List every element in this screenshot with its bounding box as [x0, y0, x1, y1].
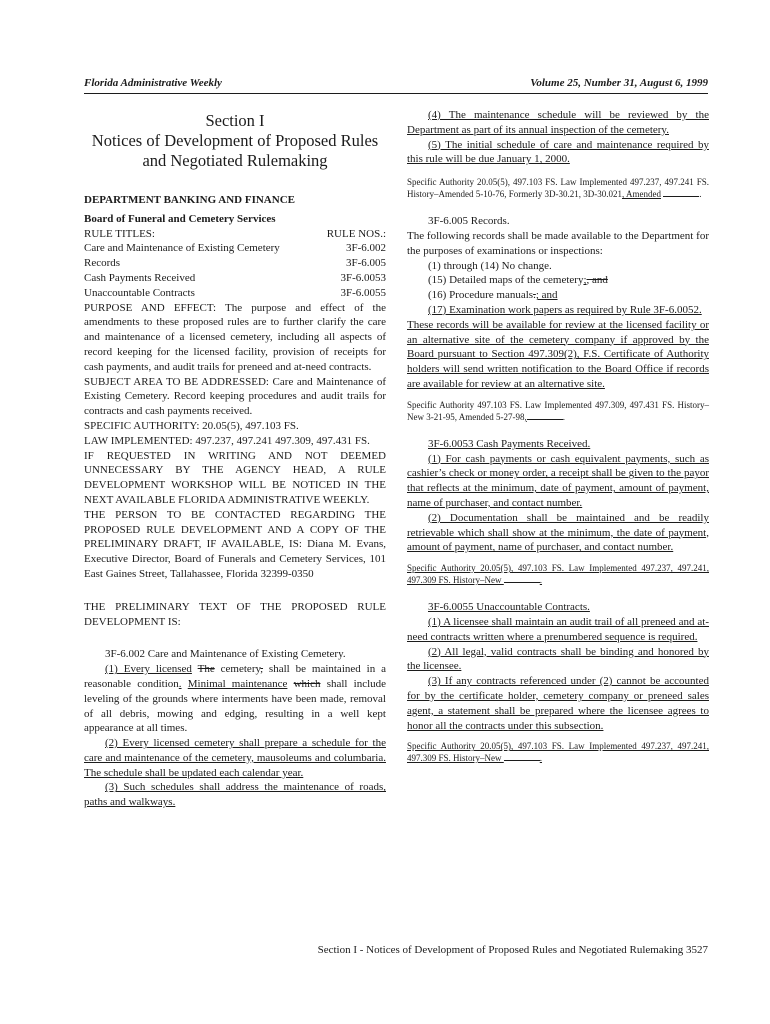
text: (15) Detailed maps of the cemetery — [428, 274, 584, 287]
rule-002-paragraph-3: (3) Such schedules shall address the maintenance of roads, paths and walkways. — [84, 781, 386, 809]
rule-title: Care and Maintenance of Existing Cemetery — [84, 242, 280, 255]
rule-005-intro: The following records shall be made available to the Department for the purposes of examinations or inspections: — [407, 229, 709, 257]
text: shall include leveling of the grounds where interments have been made, removal of all debris, mowing and edging, resulting in a well kept appearance at all times. — [84, 677, 387, 735]
rule-0053-paragraph-2: (2) Documentation shall be maintained and be readily retrievable which shall show at the minimum, the date of payment, amount of payment, name of purchaser, and contact number. — [407, 511, 709, 554]
history-text: Specific Authority 20.05(5), 497.103 FS. Law Implemented 497.237, 497.241 FS. History–Amended 5-10-76, Formerly 3D-30.21, 3D-30.021 — [407, 177, 709, 200]
page-footer: Section I - Notices of Development of Proposed Rules and Negotiated Rulemaking 3527 — [317, 944, 708, 956]
rule-number: 3F-6.0055 — [340, 286, 386, 299]
rule-002-paragraph-2: (2) Every licensed cemetery shall prepare a schedule for the care and maintenance of the cemetery, mausoleums and columbaria. The schedule shall be updated each calendar year. — [84, 737, 386, 779]
rule-002-paragraph-5: (5) The initial schedule of care and maintenance required by this rule will be due January 1, 2000. — [407, 138, 709, 166]
rule-number: 3F-6.0053 — [340, 271, 386, 284]
rule-title: Unaccountable Contracts — [84, 286, 195, 299]
section-title-line-3: and Negotiated Rulemaking — [142, 151, 328, 170]
department-heading: DEPARTMENT BANKING AND FINANCE — [84, 194, 295, 206]
rule-table-header — [84, 227, 386, 242]
deleted-text: . — [533, 289, 536, 302]
section-title-line-2: Notices of Development of Proposed Rules — [91, 131, 379, 150]
history-text: Specific Authority 20.05(5), 497.103 FS. Law Implemented 497.237, 497.241, 497.309 FS. History–New — [407, 563, 709, 586]
issue-info: Volume 25, Number 31, August 6, 1999 — [530, 77, 708, 89]
rule-title: Cash Payments Received — [84, 271, 196, 284]
rule-0053-paragraph-1: (1) For cash payments or cash equivalent payments, such as cashier’s check or money order, a receipt shall be given to the payor that reflects at the minimum, date of payment, amount of payment, name of purchaser, and contact number. — [407, 452, 709, 509]
workshop-paragraph: IF REQUESTED IN WRITING AND NOT DEEMED UNNECESSARY BY THE AGENCY HEAD, A RULE DEVELOPMENT WORKSHOP WILL BE NOTICED IN THE NEXT AVAILABLE FLORIDA ADMINISTRATIVE WEEKLY. — [84, 449, 386, 506]
board-heading: Board of Funeral and Cemetery Services — [84, 212, 276, 225]
section-title — [84, 111, 386, 171]
history-text: Specific Authority 20.05(5), 497.103 FS. Law Implemented 497.237, 497.241, 497.309 FS. History–New — [407, 741, 709, 764]
contact-paragraph: THE PERSON TO BE CONTACTED REGARDING THE PROPOSED RULE DEVELOPMENT AND A COPY OF THE PRELIMINARY DRAFT, IF AVAILABLE, IS: Diana M. Evans, Executive Director, Board of Funerals and Cemetery Services, 101 East Gaines Street, Tallahassee, Florida 32399-0350 — [84, 508, 386, 580]
rule-number: 3F-6.002 — [345, 242, 386, 255]
rule-heading-3f-6-005: 3F-6.005 Records. — [428, 215, 510, 228]
rule-row — [84, 286, 386, 301]
rule-0055-paragraph-2: (2) All legal, valid contracts shall be binding and honored by the licensee. — [407, 645, 709, 673]
rule-heading-3f-6-0053: 3F-6.0053 Cash Payments Received. — [428, 437, 591, 450]
rule-row — [84, 241, 386, 256]
rule-0053-history: Specific Authority 20.05(5), 497.103 FS. Law Implemented 497.237, 497.241, 497.309 FS. History–New . — [407, 563, 709, 586]
rule-titles-label: RULE TITLES: — [84, 227, 155, 240]
history-text: Specific Authority 497.103 FS. Law Implemented 497.309, 497.431 FS. History–New 3-21-95, Amended 5-27-98 — [407, 399, 709, 422]
text: cemetery — [220, 663, 261, 676]
inserted-text: Minimal maintenance — [187, 677, 288, 690]
rule-005-item-17: (17) Examination work papers as required by Rule 3F-6.0052. — [428, 303, 702, 316]
rule-0055-paragraph-1: (1) A licensee shall maintain an audit trail of all preneed and at-need contracts written where a prenumbered sequence is required. — [407, 615, 709, 643]
right-column — [407, 108, 709, 764]
header-rule — [84, 93, 708, 94]
rule-heading-3f-6-0055: 3F-6.0055 Unaccountable Contracts. — [428, 601, 590, 614]
date-blank — [504, 752, 540, 761]
deleted-text: , and — [586, 274, 608, 287]
journal-name: Florida Administrative Weekly — [84, 77, 222, 89]
inserted-text: , Amended — [621, 189, 661, 200]
inserted-text: ; and — [535, 289, 558, 302]
rule-0055-history: Specific Authority 20.05(5), 497.103 FS. Law Implemented 497.237, 497.241, 497.309 FS. History–New . — [407, 741, 709, 764]
inserted-text: ; — [583, 274, 587, 287]
rule-002-paragraph-4: (4) The maintenance schedule will be reviewed by the Department as part of its annual inspection of the cemetery. — [407, 109, 709, 136]
deleted-text: The — [197, 663, 215, 676]
rule-002-history: Specific Authority 20.05(5), 497.103 FS. Law Implemented 497.237, 497.241 FS. History–Amended 5-10-76, Formerly 3D-30.21, 3D-30.021, Amended . — [407, 177, 709, 200]
deleted-text: which — [293, 677, 321, 690]
rule-title: Records — [84, 257, 121, 270]
left-column — [84, 108, 386, 810]
rule-005-item-15 — [407, 273, 709, 288]
subject-paragraph: SUBJECT AREA TO BE ADDRESSED: Care and Maintenance of Existing Cemetery. Record keeping procedures and audit trails for contracts and cash payments received. — [84, 375, 386, 418]
inserted-text: . — [178, 677, 182, 690]
rule-number: 3F-6.005 — [345, 257, 386, 270]
rule-0055-paragraph-3: (3) If any contracts referenced under (2) cannot be accounted for by the certificate holder, cemetery company or preneed sales agent, a statement shall be prepared where the licensee agrees to honor all the contracts under this subsection. — [407, 675, 709, 732]
rule-nos-label: RULE NOS.: — [326, 227, 386, 240]
rule-005-history: Specific Authority 497.103 FS. Law Implemented 497.309, 497.431 FS. History–New 3-21-95, Amended 5-27-98, . — [407, 399, 709, 422]
date-blank — [663, 188, 699, 197]
preliminary-text-heading: THE PRELIMINARY TEXT OF THE PROPOSED RULE DEVELOPMENT IS: — [84, 600, 386, 628]
law-implemented: LAW IMPLEMENTED: 497.237, 497.241 497.309, 497.431 FS. — [84, 434, 370, 447]
date-blank — [527, 411, 563, 420]
rule-002-paragraph-1 — [84, 662, 386, 736]
rule-005-item-1: (1) through (14) No change. — [428, 259, 552, 272]
section-title-line-1: Section I — [205, 111, 265, 130]
rule-row — [84, 271, 386, 286]
rule-005-item-16 — [407, 288, 709, 303]
inserted-text: , — [524, 411, 527, 422]
deleted-text: , — [260, 663, 264, 676]
rule-005-body: These records will be available for review at the licensed facility or an alternative site of the cemetery company if approved by the Board pursuant to Section 497.309(2), F.S. Certificate of Authority holders will send written notification to the Board Office if records are available for review at an alternative site. — [407, 318, 709, 390]
rule-row — [84, 256, 386, 271]
text: shall be maintained in a reasonable condition — [84, 663, 387, 690]
date-blank — [504, 574, 540, 583]
text: (16) Procedure manuals — [428, 289, 534, 302]
specific-authority: SPECIFIC AUTHORITY: 20.05(5), 497.103 FS. — [84, 419, 299, 432]
rule-heading-3f-6-002: 3F-6.002 Care and Maintenance of Existing Cemetery. — [105, 648, 346, 661]
purpose-paragraph: PURPOSE AND EFFECT: The purpose and effect of the amendments to these proposed rules are to further clarify the care and maintenance of a licensed cemetery, including all aspects of record keeping for the licensed facility, provision of receipts for cash payments, and audit trails for preneed and at-need contracts. — [84, 301, 386, 373]
inserted-text: (1) Every licensed — [105, 663, 192, 676]
